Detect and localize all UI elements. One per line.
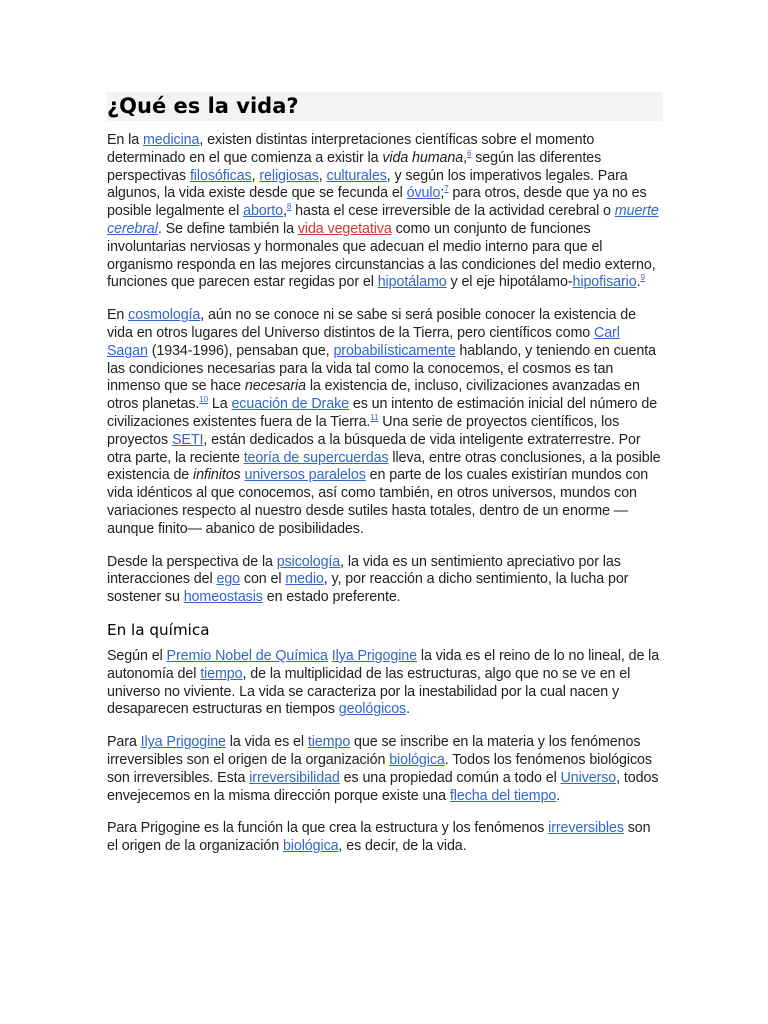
link-ovulo[interactable]: óvulo <box>406 185 441 202</box>
link-geologicos[interactable]: geológicos <box>338 701 407 718</box>
paragraph-cosmologia <box>107 307 663 538</box>
text: , la vida es un sentimiento apreciativo por las interacciones del <box>107 553 621 588</box>
link-biologica[interactable]: biológica <box>282 838 339 855</box>
link-homeostasis[interactable]: homeostasis <box>183 589 263 606</box>
ref-8-link[interactable]: 8 <box>286 202 292 212</box>
text: Una serie de proyectos científicos, los proyectos <box>107 413 620 448</box>
paragraph-prigogine-2 <box>107 734 663 805</box>
link-ecuacion-drake[interactable]: ecuación de Drake <box>231 396 349 413</box>
text: , existen distintas interpretaciones científicas sobre el momento determinado en el que comienza a existir la <box>107 132 595 166</box>
text: hablando, y teniendo en cuenta las condiciones necesarias para la vida tal como la conocemos, el cosmos es tan inmenso que se hace <box>107 342 656 395</box>
link-irreversibles[interactable]: irreversibles <box>548 820 624 837</box>
paragraph-psicologia <box>107 554 663 607</box>
text: , y según los imperativos legales. Para algunos, la vida existe desde que se fecunda el <box>107 167 628 202</box>
text: , de la multiplicidad de las estructuras, algo que no se ve en el universo no viviente. La vida se caracteriza por la inestabilidad por la cual nacen y desaparecen estructuras en tiempos <box>107 665 631 718</box>
paragraph-prigogine-1 <box>107 648 663 719</box>
text: . <box>556 787 561 804</box>
text: , <box>283 203 287 220</box>
text: , están dedicados a la búsqueda de vida inteligente extraterrestre. Por otra parte, la reciente <box>107 431 641 466</box>
text: que se inscribe en la materia y los fenómenos irreversibles son el origen de la organización <box>107 734 641 768</box>
text: . Se define también la <box>157 220 298 237</box>
text: , <box>463 149 467 166</box>
link-ilya-prigogine[interactable]: Ilya Prigogine <box>331 647 418 664</box>
text: y el eje hipotálamo- <box>446 274 573 291</box>
text: es una propiedad común a todo el <box>339 769 561 786</box>
link-probabilisticamente[interactable]: probabilísticamente <box>333 342 456 359</box>
link-flecha-del-tiempo[interactable]: flecha del tiempo <box>449 787 557 804</box>
text: , es decir, de la vida. <box>338 838 467 855</box>
text: como un conjunto de funciones involuntarias nerviosas y hormonales que adecuan el medio interno para que el organismo responda en las mejores circunstancias a las condiciones del medio externo, funciones que parecen estar regidas por el <box>107 220 656 291</box>
link-cosmologia[interactable]: cosmología <box>128 307 201 324</box>
article <box>107 92 663 856</box>
link-carl-sagan[interactable]: Carl Sagan <box>107 324 620 359</box>
text: , todos envejecemos en la misma dirección porque existe una <box>107 769 659 804</box>
emphasis-vida-humana: vida humana <box>382 149 464 166</box>
ref-9-link[interactable]: 9 <box>640 273 645 283</box>
text: la existencia de, incluso, civilizaciones avanzadas en otros planetas. <box>107 378 640 413</box>
ref-6-link[interactable]: 6 <box>466 148 472 158</box>
text: En <box>107 307 129 324</box>
text: En la <box>107 132 143 148</box>
text: Para <box>107 734 141 751</box>
link-medicina[interactable]: medicina <box>142 132 200 148</box>
text: Para Prigogine es la función la que crea la estructura y los fenómenos <box>107 820 549 837</box>
text: para otros, desde que ya no es posible legalmente el <box>107 185 647 220</box>
text: ; <box>440 185 445 202</box>
text: la vida es el <box>225 734 308 751</box>
text: hasta el cese irreversible de la actividad cerebral o <box>291 203 615 220</box>
link-religiosas[interactable]: religiosas <box>259 167 319 184</box>
text: . Todos los fenómenos biológicos son irreversibles. Esta <box>107 751 652 786</box>
text: Según el <box>107 647 167 664</box>
text: (1934-1996), pensaban que, <box>147 342 334 359</box>
link-biologica[interactable]: biológica <box>389 751 445 768</box>
text: en estado preferente. <box>262 589 401 606</box>
link-irreversibilidad[interactable]: irreversibilidad <box>249 769 340 786</box>
text: . <box>636 274 641 291</box>
link-premio-nobel-quimica[interactable]: Premio Nobel de Química <box>166 647 328 664</box>
ref-10 <box>199 395 208 404</box>
link-universos-paralelos[interactable]: universos paralelos <box>244 467 366 484</box>
text: La <box>208 396 232 413</box>
link-muerte-cerebral-text: muerte cerebral <box>107 203 659 237</box>
link-universo[interactable]: Universo <box>560 769 617 786</box>
link-tiempo[interactable]: tiempo <box>200 665 243 682</box>
link-ego[interactable]: ego <box>216 571 241 588</box>
link-ilya-prigogine[interactable]: Ilya Prigogine <box>140 734 226 751</box>
ref-10-link[interactable]: 10 <box>199 395 208 405</box>
link-psicologia[interactable]: psicología <box>276 553 341 570</box>
text: son el origen de la organización <box>107 820 651 855</box>
link-filosoficas[interactable]: filosóficas <box>189 167 252 184</box>
link-culturales[interactable]: culturales <box>326 167 387 184</box>
text: según las diferentes perspectivas <box>107 149 602 184</box>
text: . <box>406 701 410 718</box>
link-hipofisario[interactable]: hipofisario <box>572 274 637 291</box>
ref-11-link[interactable]: 11 <box>370 412 379 422</box>
link-aborto[interactable]: aborto <box>243 203 284 220</box>
emphasis-necesaria: necesaria <box>244 378 306 395</box>
ref-7-link[interactable]: 7 <box>444 184 449 194</box>
emphasis-infinitos: infinitos <box>193 467 241 484</box>
text: es un intento de estimación inicial del número de civilizaciones existentes fuera de la Tierra. <box>107 396 658 430</box>
text: , aún no se conoce ni se sabe si será posible conocer la existencia de vida en otros lugares del Universo distintos de la Tierra, pero científicos como <box>107 307 636 341</box>
link-seti[interactable]: SETI <box>171 431 204 448</box>
page-title: ¿Qué es la vida? <box>107 92 663 121</box>
text: , y, por reacción a dicho sentimiento, la lucha por sostener su <box>107 571 629 606</box>
text: lleva, entre otras conclusiones, a la posible existencia de <box>107 449 661 484</box>
text: Desde la perspectiva de la <box>107 553 277 570</box>
ref-9 <box>640 273 644 282</box>
paragraph-prigogine-3 <box>107 820 663 856</box>
link-hipotalamo[interactable]: hipotálamo <box>377 274 447 291</box>
text: , <box>251 167 260 184</box>
text: , <box>318 167 327 184</box>
text: con el <box>240 571 286 588</box>
link-tiempo[interactable]: tiempo <box>307 734 351 751</box>
section-heading-quimica: En la química <box>107 620 210 639</box>
link-teoria-supercuerdas[interactable]: teoría de supercuerdas <box>243 449 389 466</box>
paragraph-medicina <box>107 132 663 292</box>
text: en parte de los cuales existirían mundos con vida idénticos al que conocemos, así como también, en otros universos, mundos con variaciones respecto al nuestro desde sutiles hasta totales, dentro de un enorme —aunque finito— abanico de posibilidades. <box>107 467 649 537</box>
link-medio[interactable]: medio <box>285 571 324 588</box>
link-vida-vegetativa[interactable]: vida vegetativa <box>297 220 392 237</box>
text: la vida es el reino de lo no lineal, de la autonomía del <box>107 647 660 682</box>
